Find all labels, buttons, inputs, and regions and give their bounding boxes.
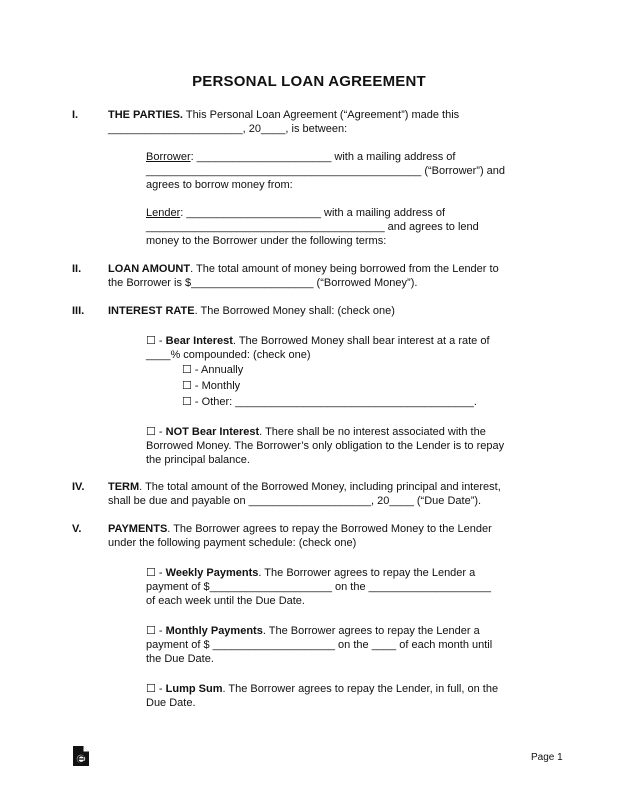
section-line xyxy=(108,262,499,276)
document-logo-icon xyxy=(72,745,90,767)
section-number: III. xyxy=(72,305,85,317)
lump-sum-option[interactable] xyxy=(146,682,498,696)
borrower-line: agrees to borrow money from: xyxy=(146,179,293,191)
borrower-text: : ______________________ with a mailing address of xyxy=(190,151,456,163)
lender-line: money to the Borrower under the following terms: xyxy=(146,235,387,247)
monthly-payments-option[interactable] xyxy=(146,624,480,638)
section-line xyxy=(108,480,501,494)
section-number: I. xyxy=(72,109,79,121)
option-other[interactable]: ☐ - Other: _______________________________________. xyxy=(182,396,477,408)
checkbox-icon[interactable]: ☐ - xyxy=(146,426,166,438)
not-bear-interest-option[interactable] xyxy=(146,425,486,439)
not-bear-interest-line: Borrowed Money. The Borrower’s only obligation to the Lender is to repay xyxy=(146,440,505,452)
section-text: This Personal Loan Agreement (“Agreement”) made this xyxy=(185,109,460,121)
borrower-line: _____________________________________________ (“Borrower”) and xyxy=(146,165,506,177)
monthly-payments-line: the Due Date. xyxy=(146,653,214,665)
weekly-payments-line: of each week until the Due Date. xyxy=(146,595,305,607)
checkbox-icon[interactable]: ☐ - xyxy=(146,335,166,347)
section-number: II. xyxy=(72,263,82,275)
checkbox-icon[interactable]: ☐ - xyxy=(146,683,166,695)
option-text: . The Borrower agrees to repay the Lender a xyxy=(258,567,476,579)
section-line xyxy=(108,304,395,318)
option-text: . The Borrower agrees to repay the Lender, in full, on the xyxy=(222,683,499,695)
section-heading: INTEREST RATE xyxy=(108,305,195,317)
not-bear-interest-line: the principal balance. xyxy=(146,454,250,466)
section-number: IV. xyxy=(72,481,85,493)
section-text: . The total amount of the Borrowed Money, including principal and interest, xyxy=(139,481,501,493)
page-number: Page 1 xyxy=(531,752,563,763)
section-line: under the following payment schedule: (check one) xyxy=(108,537,357,549)
option-annually[interactable]: ☐ - Annually xyxy=(182,364,244,376)
section-line xyxy=(108,108,459,122)
bear-interest-option[interactable] xyxy=(146,334,490,348)
lender-label: Lender xyxy=(146,207,181,219)
borrower-label: Borrower xyxy=(146,151,191,163)
option-heading: Bear Interest xyxy=(165,335,233,347)
bear-interest-line: ____% compounded: (check one) xyxy=(146,349,311,361)
section-heading: LOAN AMOUNT xyxy=(108,263,191,275)
option-heading: NOT Bear Interest xyxy=(165,426,260,438)
weekly-payments-option[interactable] xyxy=(146,566,475,580)
option-heading: Weekly Payments xyxy=(165,567,259,579)
option-text: . There shall be no interest associated with the xyxy=(259,426,486,438)
section-text: . The Borrower agrees to repay the Borrowed Money to the Lender xyxy=(167,523,492,535)
section-line: the Borrower is $____________________ (“Borrowed Money”). xyxy=(108,277,418,289)
document-title: PERSONAL LOAN AGREEMENT xyxy=(192,73,426,90)
section-heading: TERM xyxy=(108,481,140,493)
checkbox-icon[interactable]: ☐ - xyxy=(146,625,166,637)
borrower-line xyxy=(146,150,455,164)
section-heading: PAYMENTS xyxy=(108,523,168,535)
option-heading: Monthly Payments xyxy=(165,625,263,637)
option-heading: Lump Sum xyxy=(165,683,223,695)
monthly-payments-line: payment of $ ____________________ on the ____ of each month until xyxy=(146,639,493,651)
section-line: ______________________, 20____, is between: xyxy=(108,123,348,135)
section-number: V. xyxy=(72,523,82,535)
lender-text: : ______________________ with a mailing address of xyxy=(180,207,446,219)
section-text: . The total amount of money being borrowed from the Lender to xyxy=(190,263,499,275)
section-line: shall be due and payable on ____________________, 20____ (“Due Date”). xyxy=(108,495,482,507)
lender-line: _______________________________________ and agrees to lend xyxy=(146,221,479,233)
section-heading: THE PARTIES. xyxy=(108,109,183,121)
section-line xyxy=(108,522,492,536)
checkbox-icon[interactable]: ☐ - xyxy=(146,567,166,579)
option-text: . The Borrowed Money shall bear interest at a rate of xyxy=(232,335,490,347)
lender-line xyxy=(146,206,445,220)
lump-sum-line: Due Date. xyxy=(146,697,196,709)
option-text: . The Borrower agrees to repay the Lender a xyxy=(262,625,480,637)
weekly-payments-line: payment of $____________________ on the ____________________ xyxy=(146,581,491,593)
option-monthly[interactable]: ☐ - Monthly xyxy=(182,380,241,392)
section-text: . The Borrowed Money shall: (check one) xyxy=(194,305,395,317)
